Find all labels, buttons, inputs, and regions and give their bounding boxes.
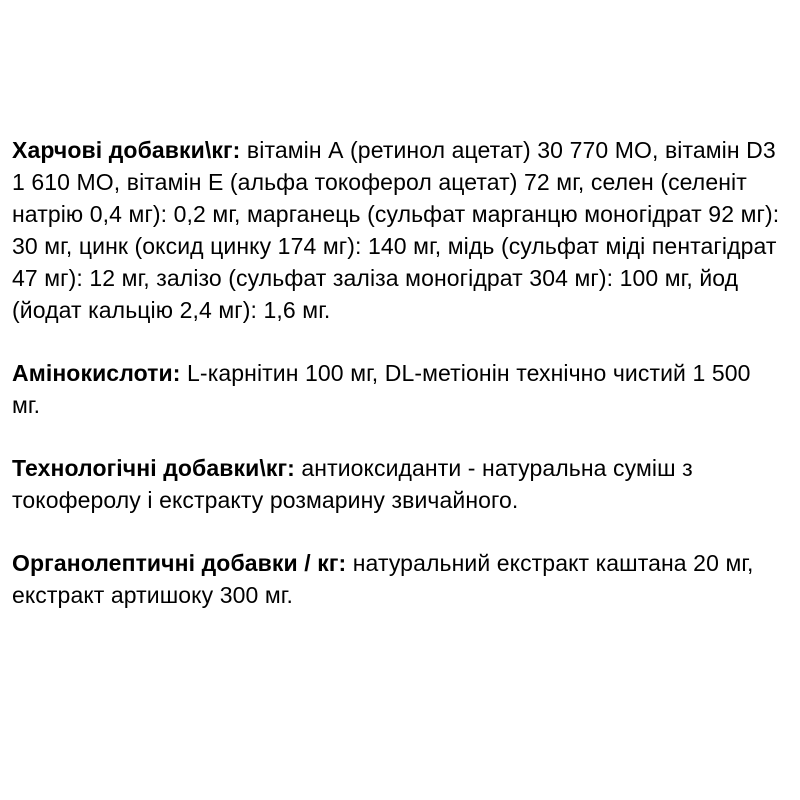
paragraph-technological-additives xyxy=(12,452,784,516)
paragraph-amino-acids xyxy=(12,357,784,421)
paragraph-organoleptic-additives xyxy=(12,547,784,611)
organoleptic-additives-text: натуральний екстракт каштана 20 мг, екстракт артишоку 300 мг. xyxy=(12,550,754,608)
paragraph-food-additives xyxy=(12,134,784,326)
technological-additives-label: Технологічні добавки\кг: xyxy=(12,455,295,481)
technological-additives-text: антиоксиданти - натуральна суміш з токоферолу і екстракту розмарину звичайного. xyxy=(12,455,693,513)
organoleptic-additives-label: Органолептичні добавки / кг: xyxy=(12,550,347,576)
amino-acids-label: Амінокислоти: xyxy=(12,360,181,386)
food-additives-text: вітамін А (ретинол ацетат) 30 770 МО, вітамін D3 1 610 МО, вітамін Е (альфа токоферол ацетат) 72 мг, селен (селеніт натрію 0,4 мг): 0,2 мг, марганець (сульфат марганцю моногідрат 92 мг): 30 мг, цинк (оксид цинку 174 мг): 140 мг, мідь (сульфат міді пентагідрат 47 мг): 12 мг, залізо (сульфат заліза моногідрат 304 мг): 100 мг, йод (йодат кальцію 2,4 мг): 1,6 мг. xyxy=(12,137,780,323)
amino-acids-text: L-карнітин 100 мг, DL-метіонін технічно чистий 1 500 мг. xyxy=(12,360,751,418)
food-additives-label: Харчові добавки\кг: xyxy=(12,137,241,163)
